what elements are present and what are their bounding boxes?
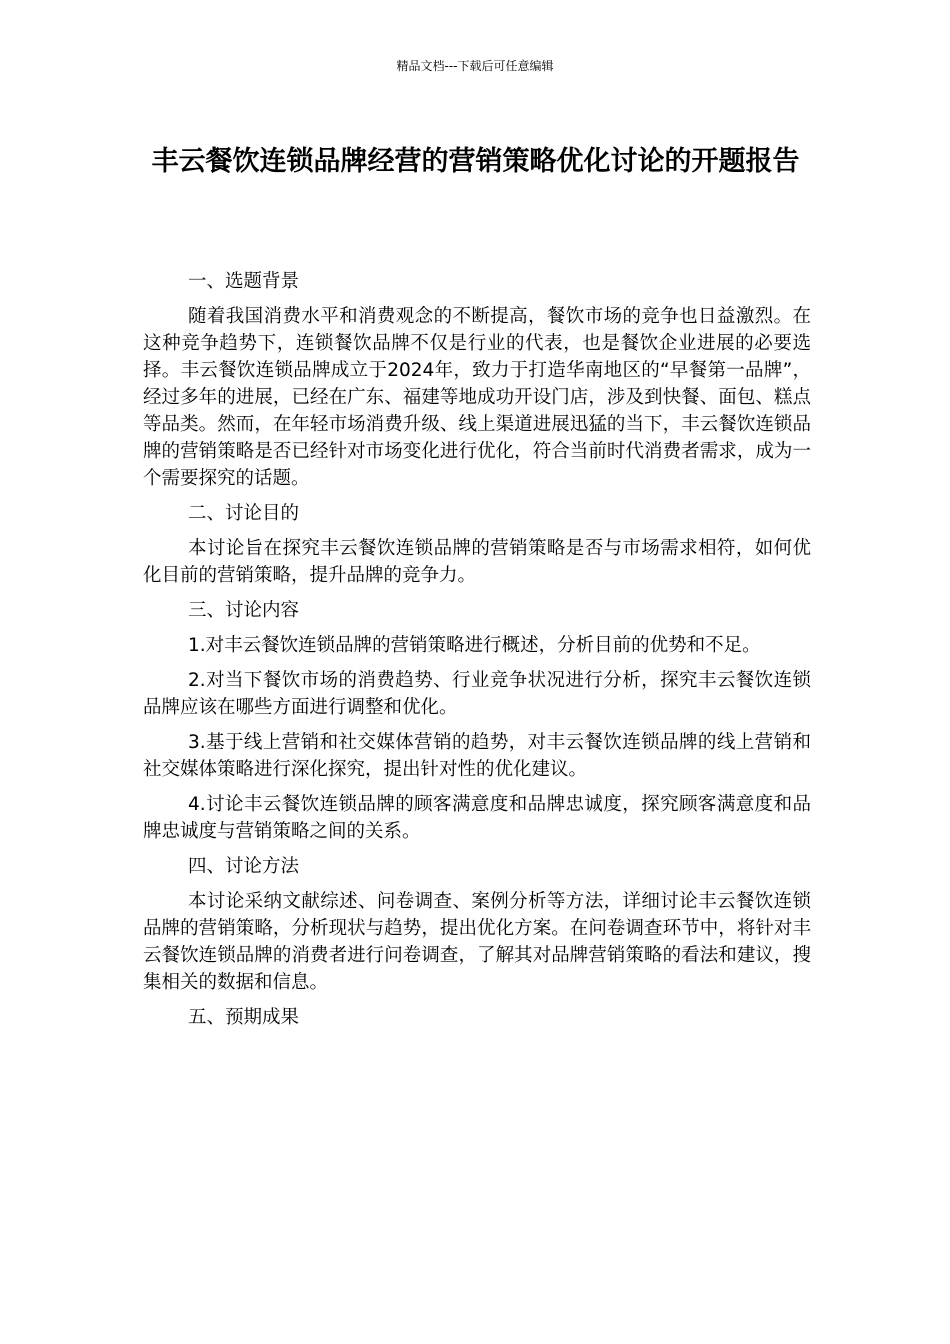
content-item-1: 1.对丰云餐饮连锁品牌的营销策略进行概述，分析目前的优势和不足。 <box>188 635 761 656</box>
section-heading-results: 五、预期成果 <box>188 1007 300 1028</box>
content-item-3: 3.基于线上营销和社交媒体营销的趋势，对丰云餐饮连锁品牌的线上营销和社交媒体策略进行深化探究，提出针对性的优化建议。 <box>143 732 811 780</box>
section-heading-content: 三、讨论内容 <box>188 600 300 621</box>
document-title: 丰云餐饮连锁品牌经营的营销策略优化讨论的开题报告 <box>151 146 800 177</box>
section-heading-purpose: 二、讨论目的 <box>188 503 300 524</box>
content-item-2: 2.对当下餐饮市场的消费趋势、行业竞争状况进行分析，探究丰云餐饮连锁品牌应该在哪些方面进行调整和优化。 <box>143 670 811 718</box>
section-heading-background: 一、选题背景 <box>188 271 300 292</box>
paragraph-method: 本讨论采纳文献综述、问卷调查、案例分析等方法，详细讨论丰云餐饮连锁品牌的营销策略，分析现状与趋势，提出优化方案。在问卷调查环节中，将针对丰云餐饮连锁品牌的消费者进行问卷调查，了解其对品牌营销策略的看法和建议，搜集相关的数据和信息。 <box>143 891 811 993</box>
document-body <box>143 268 811 1039</box>
paragraph-purpose: 本讨论旨在探究丰云餐饮连锁品牌的营销策略是否与市场需求相符，如何优化目前的营销策略，提升品牌的竞争力。 <box>143 538 811 586</box>
section-heading-method: 四、讨论方法 <box>188 856 300 877</box>
paragraph-background: 随着我国消费水平和消费观念的不断提高，餐饮市场的竞争也日益激烈。在这种竞争趋势下，连锁餐饮品牌不仅是行业的代表，也是餐饮企业进展的必要选择。丰云餐饮连锁品牌成立于2024年，致力于打造华南地区的“早餐第一品牌”，经过多年的进展，已经在广东、福建等地成功开设门店，涉及到快餐、面包、糕点等品类。然而，在年轻市场消费升级、线上渠道进展迅猛的当下，丰云餐饮连锁品牌的营销策略是否已经针对市场变化进行优化，符合当前时代消费者需求，成为一个需要探究的话题。 <box>143 306 811 489</box>
content-item-4: 4.讨论丰云餐饮连锁品牌的顾客满意度和品牌忠诚度，探究顾客满意度和品牌忠诚度与营销策略之间的关系。 <box>143 794 811 842</box>
page-header: 精品文档---下载后可任意编辑 <box>396 59 554 73</box>
